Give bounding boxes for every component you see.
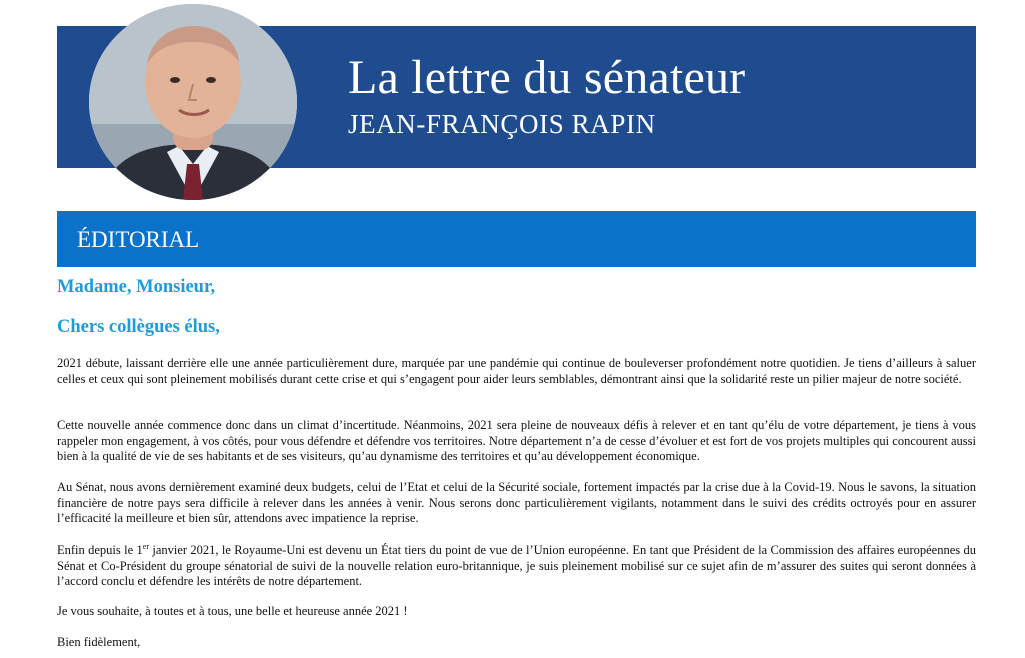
paragraph: Je vous souhaite, à toutes et à tous, une belle et heureuse année 2021 ! [57, 604, 408, 618]
superscript: er [142, 541, 149, 551]
portrait-image [89, 4, 297, 200]
paragraph: 2021 débute, laissant derrière elle une année particulièrement dure, marquée par une pandémie qui continue de bouleverser profondément notre quotidien. Je tiens d’ailleurs à saluer celles et ceux qui sont pleinement mobilisés durant cette crise et qui s’engagent pour aider leurs semblables, démontrant ainsi que la solidarité reste un pilier majeur de notre société. [57, 356, 976, 386]
editorial-section-bar [57, 211, 976, 267]
paragraph-text: Enfin depuis le 1 [57, 543, 143, 557]
paragraph-text: janvier 2021, le Royaume-Uni est devenu un État tiers du point de vue de l’Union européenne. En tant que Président de la Commission des affaires européennes du Sénat et Co-Président du groupe sénatorial de suivi de la nouvelle relation euro-britannique, je suis pleinement mobilisé sur ce sujet afin de m’assurer des suites qui seront données à l’accord conclu et défendre les intérêts de notre département. [57, 543, 977, 588]
senator-name: JEAN-FRANÇOIS RAPIN [348, 109, 656, 139]
paragraph [57, 543, 976, 590]
senator-portrait [89, 4, 297, 200]
section-title: ÉDITORIAL [77, 227, 200, 252]
paragraph: Au Sénat, nous avons dernièrement examiné deux budgets, celui de l’Etat et celui de la Sécurité sociale, fortement impactés par la crise due à la Covid-19. Nous le savons, la situation financière de notre pays sera difficile à relever dans les années à venir. Nous serons donc particulièrement vigilants, notamment dans le suivi des crédits octroyés pour en assurer l’efficacité la meilleure et bien sûr, attendons avec impatience la reprise. [57, 480, 976, 525]
closing-line: Bien fidèlement, [57, 635, 141, 649]
greeting-line: Chers collègues élus, [57, 317, 220, 337]
greeting-line: Madame, Monsieur, [57, 277, 216, 297]
newsletter-title: La lettre du sénateur [348, 51, 746, 104]
paragraph: Cette nouvelle année commence donc dans un climat d’incertitude. Néanmoins, 2021 sera pleine de nouveaux défis à relever et en tant qu’élu de votre département, je tiens à vous rappeler mon engagement, à vos côtés, pour vous défendre et défendre vos territoires. Notre département n’a de cesse d’évoluer et est fort de vos projets multiples qui concourent aussi bien à la qualité de vie de ses habitants et de ses visiteurs, qu’au dynamisme des territoires et qu’au développement économique. [57, 418, 976, 463]
